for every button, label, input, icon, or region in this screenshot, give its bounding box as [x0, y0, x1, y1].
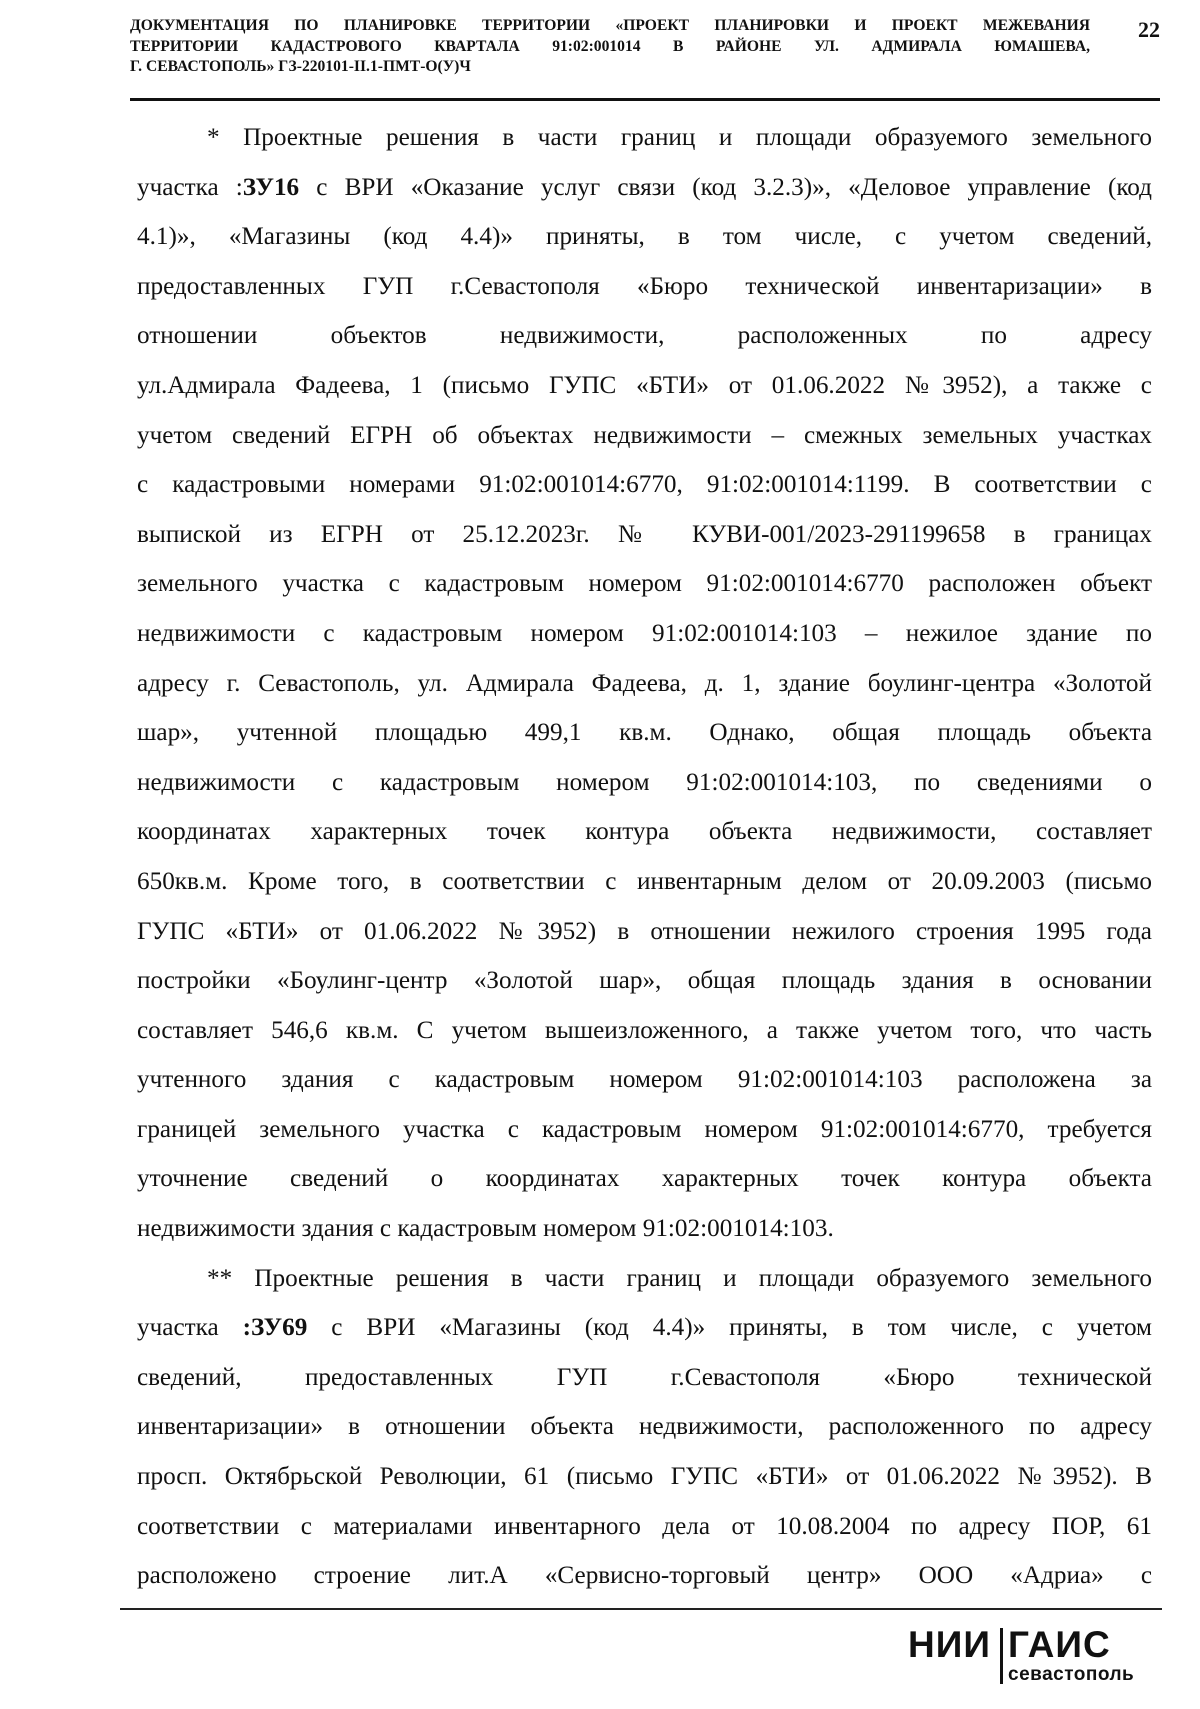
text-line: ул.Адмирала Фадеева, 1 (письмо ГУПС «БТИ» от 01.06.2022 №3952), а также с: [137, 371, 1152, 399]
text-line: границей земельного участка с кадастровым номером 91:02:001014:6770, требуется: [137, 1115, 1152, 1143]
text-line: 650кв.м. Кроме того, в соответствии с инвентарным делом от 20.09.2003 (письмо: [137, 867, 1152, 895]
paragraph-zu16: [137, 113, 1152, 1254]
text-line: соответствии с материалами инвентарного дела от 10.08.2004 по адресу ПОР, 61: [137, 1512, 1152, 1540]
parcel-code: ЗУ16: [242, 173, 300, 201]
page-header: [130, 16, 1160, 100]
text-line: просп. Октябрьской Революции, 61 (письмо ГУПС «БТИ» от 01.06.2022 №3952). В: [137, 1463, 1152, 1491]
title-line: Г. СЕВАСТОПОЛЬ» ГЗ-220101-II.1-ПМТ-О(У)Ч: [130, 58, 471, 75]
logo-separator: [1000, 1628, 1003, 1684]
text-line: 4.1)», «Магазины (код 4.4)» приняты, в том числе, с учетом сведений,: [137, 223, 1152, 251]
text-line: инвентаризации» в отношении объекта недвижимости, расположенного по адресу: [137, 1413, 1152, 1441]
text-line: сведений, предоставленных ГУП г.Севастополя «Бюро технической: [137, 1363, 1152, 1391]
header-divider: [130, 98, 1160, 101]
parcel-code: :ЗУ69: [242, 1314, 308, 1342]
text-line: [137, 1303, 1152, 1353]
nii-gais-logo: [908, 1624, 1178, 1704]
document-title: [130, 16, 1090, 78]
document-body: [137, 113, 1152, 1601]
text-line: уточнение сведений о координатах характерных точек контура объекта: [137, 1165, 1152, 1193]
footer-divider: [120, 1608, 1162, 1610]
text-line: координатах характерных точек контура объекта недвижимости, составляет: [137, 818, 1152, 846]
text-segment: участка: [137, 1314, 243, 1342]
title-line: ТЕРРИТОРИИ КАДАСТРОВОГО КВАРТАЛА 91:02:001014 В РАЙОНЕ УЛ. АДМИРАЛА ЮМАШЕВА,: [130, 37, 1090, 55]
text-line: недвижимости с кадастровым номером 91:02:001014:103, по сведениями о: [137, 768, 1152, 796]
text-segment: с ВРИ «Магазины (код 4.4)» приняты, в том числе, с учетом: [307, 1314, 1152, 1342]
paragraph-zu69: [137, 1254, 1152, 1601]
logo-text-nii: НИИ: [908, 1624, 991, 1665]
text-line: учетом сведений ЕГРН об объектах недвижимости – смежных земельных участках: [137, 421, 1152, 449]
logo-text-gais: ГАИС: [1008, 1624, 1111, 1665]
text-line: * Проектные решения в части границ и площади образуемого земельного: [207, 124, 1152, 151]
title-line: ДОКУМЕНТАЦИЯ ПО ПЛАНИРОВКЕ ТЕРРИТОРИИ «ПРОЕКТ ПЛАНИРОВКИ И ПРОЕКТ МЕЖЕВАНИЯ: [130, 17, 1090, 34]
text-line: выпиской из ЕГРН от 25.12.2023г. № КУВИ-001/2023-291199658 в границах: [137, 520, 1152, 548]
text-line: шар», учтенной площадью 499,1 кв.м. Однако, общая площадь объекта: [137, 719, 1152, 747]
text-segment: с ВРИ «Оказание услуг связи (код 3.2.3)», «Деловое управление (код: [299, 173, 1152, 201]
text-line: расположено строение лит.А «Сервисно-торговый центр» ООО «Адриа» с: [137, 1562, 1152, 1590]
text-line: постройки «Боулинг-центр «Золотой шар», общая площадь здания в основании: [137, 967, 1152, 995]
text-line: земельного участка с кадастровым номером 91:02:001014:6770 расположен объект: [137, 570, 1152, 598]
text-line: с кадастровыми номерами 91:02:001014:6770, 91:02:001014:1199. В соответствии с: [137, 471, 1152, 499]
text-line: адресу г. Севастополь, ул. Адмирала Фадеева, д. 1, здание боулинг-центра «Золотой: [137, 669, 1152, 697]
text-line: составляет 546,6 кв.м. С учетом вышеизложенного, а также учетом того, что часть: [137, 1016, 1152, 1044]
text-line: предоставленных ГУП г.Севастополя «Бюро технической инвентаризации» в: [137, 272, 1152, 300]
text-line: ** Проектные решения в части границ и площади образуемого земельного: [207, 1264, 1152, 1292]
text-line: учтенного здания с кадастровым номером 91:02:001014:103 расположена за: [137, 1066, 1152, 1094]
logo-text-city: севастополь: [1008, 1664, 1135, 1685]
text-line: отношении объектов недвижимости, расположенных по адресу: [137, 322, 1152, 350]
text-segment: участка :: [137, 173, 243, 201]
text-line: недвижимости здания с кадастровым номером 91:02:001014:103.: [137, 1215, 834, 1243]
text-line: недвижимости с кадастровым номером 91:02:001014:103 – нежилое здание по: [137, 619, 1152, 647]
text-line: [137, 163, 1152, 213]
page-number: 22: [1138, 17, 1160, 42]
text-line: ГУПС «БТИ» от 01.06.2022 №3952) в отношении нежилого строения 1995 года: [137, 917, 1152, 945]
